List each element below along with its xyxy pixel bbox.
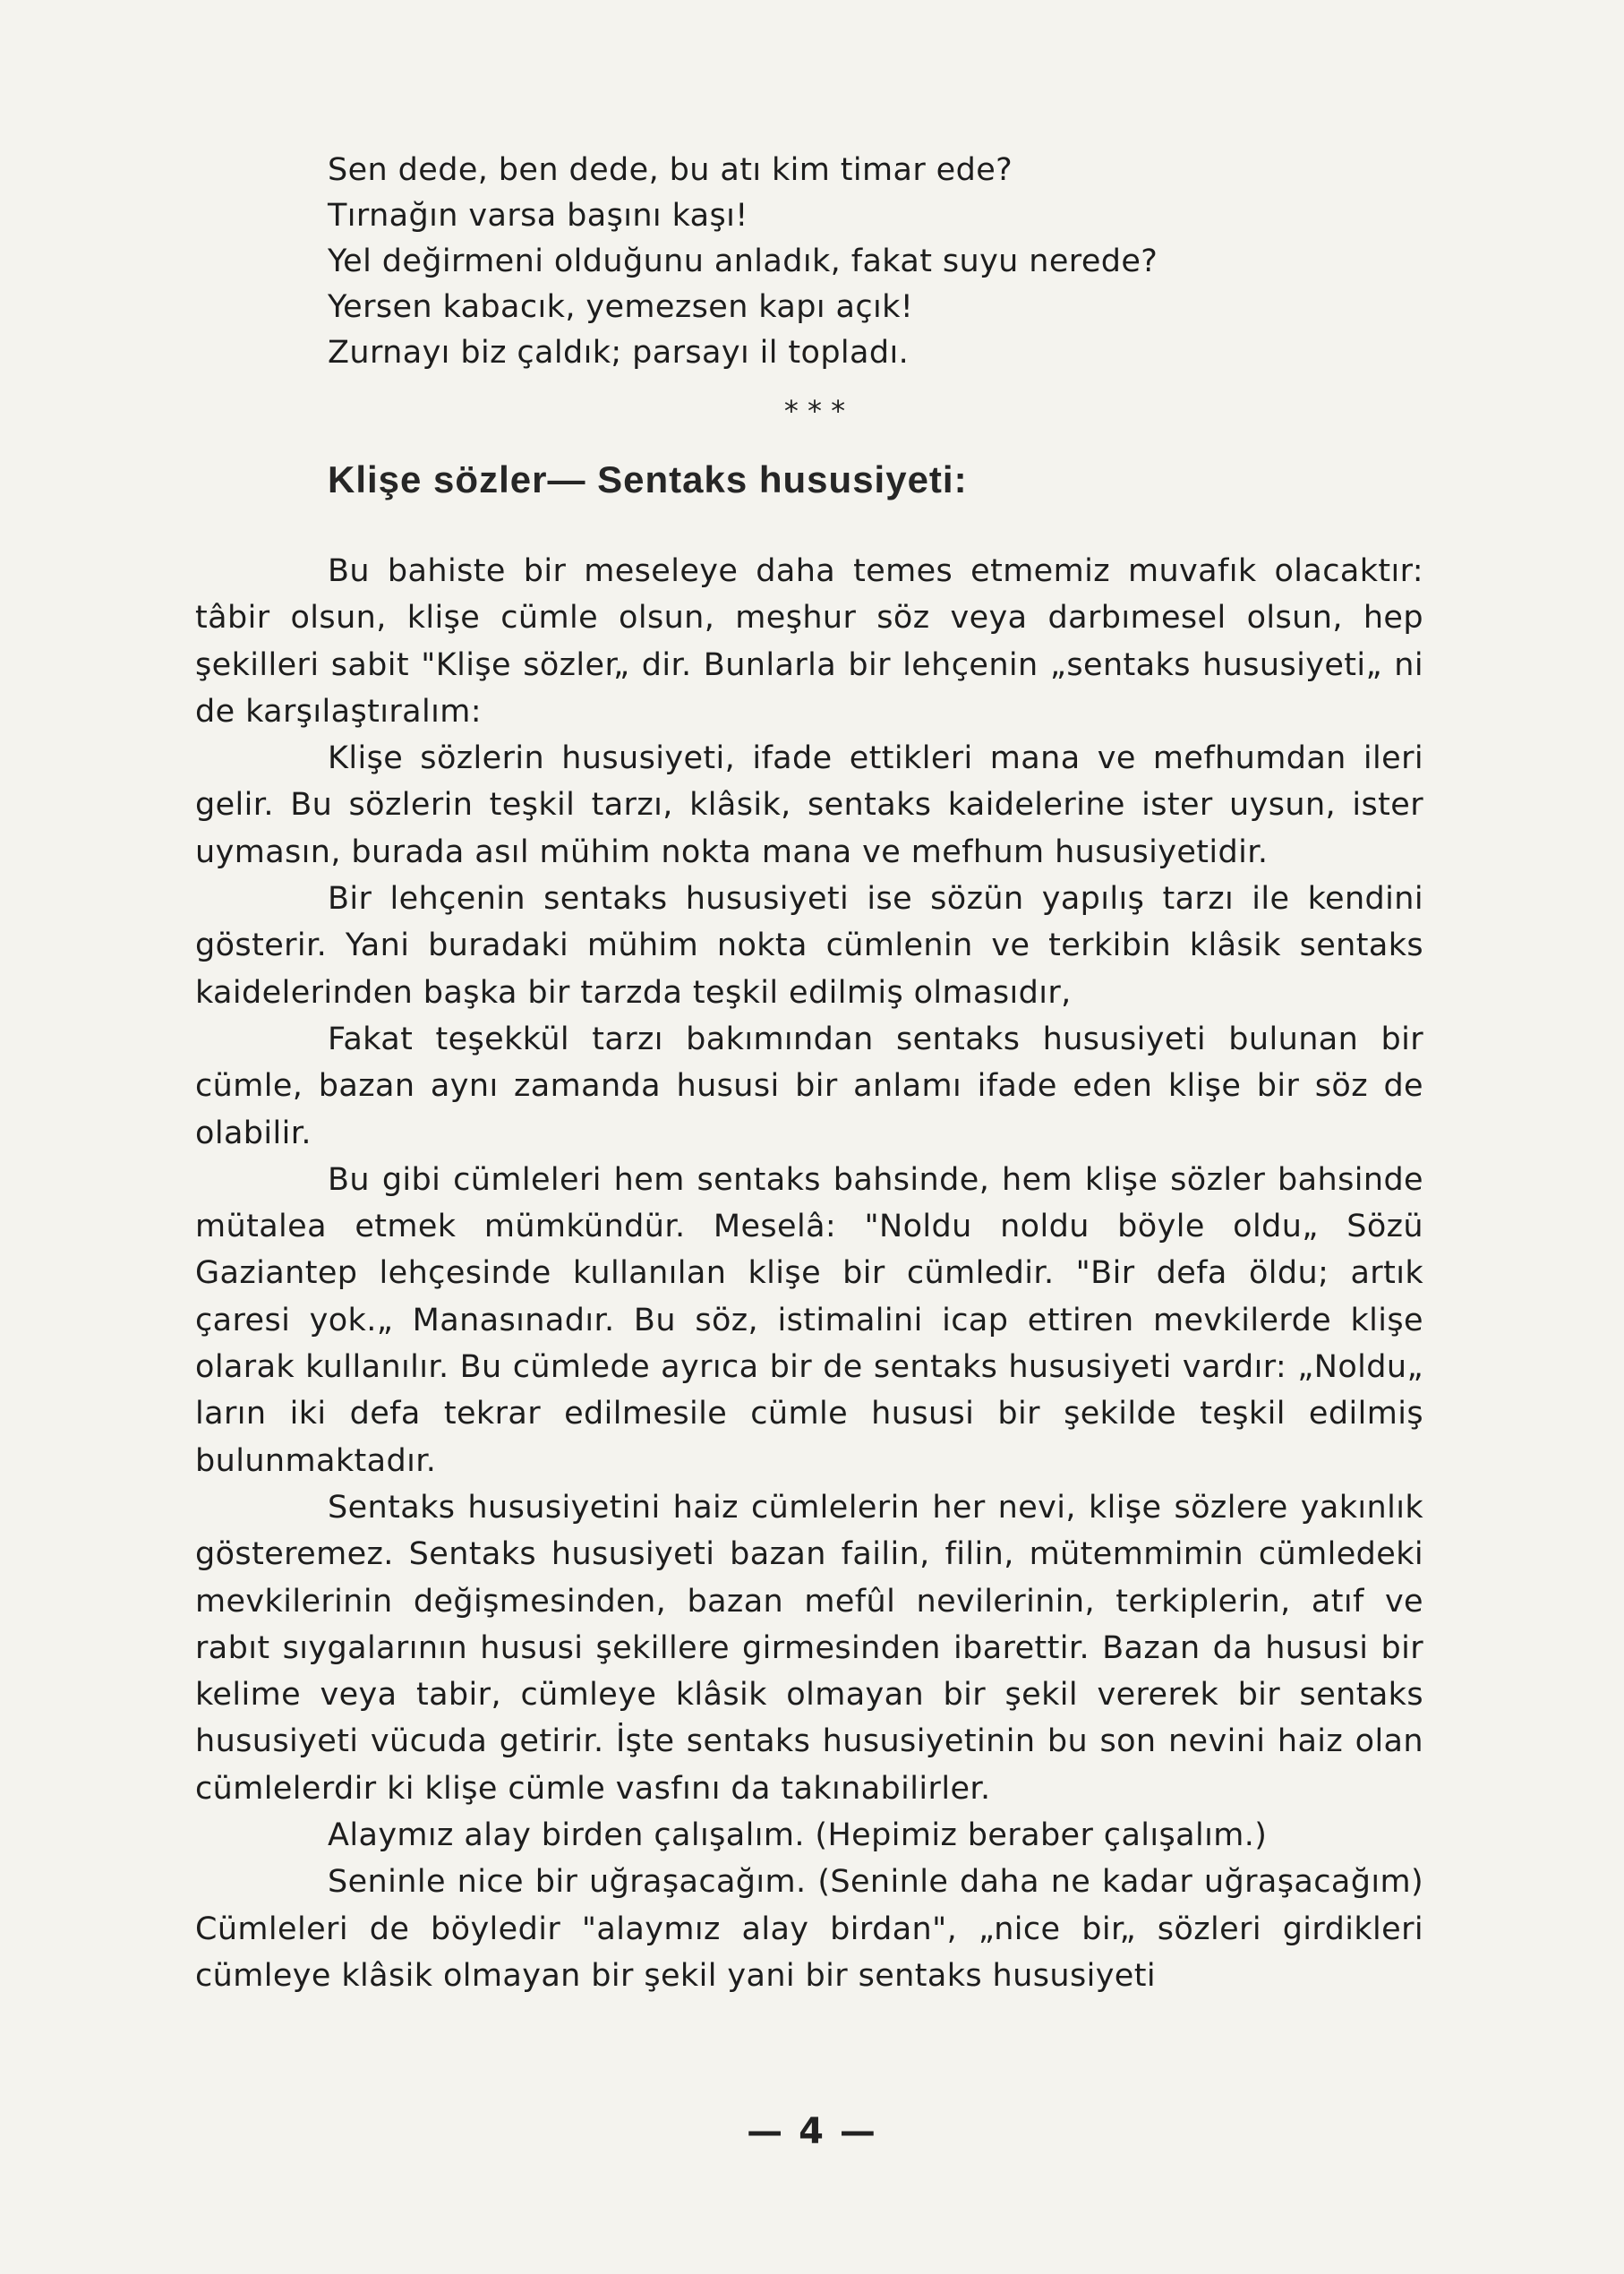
paragraph: Bu bahiste bir meseleye daha temes etmemiz muvafık olacaktır: tâbir olsun, klişe cümle olsun, meşhur söz veya darbımesel olsun, hep şekilleri sabit "Klişe sözler„ dir. Bunlarla bir lehçenin „sentaks hususiyeti„ ni de karşılaştıralım:	[195, 553, 1423, 730]
proverb-line: Yel değirmeni olduğunu anladık, fakat suyu nerede?	[328, 244, 1158, 279]
body-text	[195, 548, 1423, 1999]
paragraph: Bu gibi cümleleri hem sentaks bahsinde, hem klişe sözler bahsinde mütalea etmek mümkündür. Meselâ: "Noldu noldu böyle oldu„ Sözü Gaziantep lehçesinde kullanılan klişe bir cümledir. "Bir defa öldu; artık çaresi yok.„ Manasınadır. Bu söz, istimalini icap ettiren mevkilerde klişe olarak kullanılır. Bu cümlede ayrıca bir de sentaks hususiyeti vardır: „Noldu„ ların iki defa tekrar edilmesile cümle hususi bir şekilde teşkil edilmiş bulunmaktadır.	[195, 1161, 1423, 1479]
proverb-line: Yersen kabacık, yemezsen kapı açık!	[328, 289, 914, 325]
section-heading: Klişe sözler— Sentaks hususiyeti:	[328, 458, 968, 500]
proverb-line: Sen dede, ben dede, bu atı kim timar ede?	[328, 152, 1013, 188]
paragraph: Alaymız alay birden çalışalım. (Hepimiz beraber çalışalım.)	[328, 1817, 1268, 1854]
proverb-list	[195, 148, 1423, 376]
paragraph: Sentaks hususiyetini haiz cümlelerin her nevi, klişe sözlere yakınlık gösteremez. Sentaks hususiyeti bazan failin, filin, mütemmimin cümledeki mevkilerinin değişmesinden, bazan mefûl nevilerinin, terkiplerin, atıf ve rabıt sıygalarının hususi şekillere girmesinden ibarettir. Bazan da hususi bir kelime veya tabir, cümleye klâsik olmayan bir şekil vererek bir sentaks hususiyeti vücuda getirir. İşte sentaks hususiyetinin bu son nevini haiz olan cümlelerdir ki klişe cümle vasfını da takınabilirler.	[195, 1489, 1423, 1807]
paragraph: Seninle nice bir uğraşacağım. (Seninle daha ne kadar uğraşacağım) Cümleleri de böyledir "alaymız alay birdan", „nice bir„ sözleri girdikleri cümleye klâsik olmayan bir şekil yani bir sentaks hususiyeti	[195, 1864, 1423, 1994]
section-separator: * * *	[783, 394, 846, 428]
paragraph: Bir lehçenin sentaks hususiyeti ise sözün yapılış tarzı ile kendini gösterir. Yani buradaki mühim nokta cümlenin ve terkibin klâsik sentaks kaidelerinden başka bir tarzda teşkil edilmiş olmasıdır,	[195, 881, 1423, 1011]
page-number: — 4 —	[747, 2111, 877, 2152]
paragraph: Fakat teşekkül tarzı bakımından sentaks hususiyeti bulunan bir cümle, bazan aynı zamanda hususi bir anlamı ifade eden klişe bir söz de olabilir.	[195, 1021, 1423, 1151]
proverb-line: Tırnağın varsa başını kaşı!	[328, 198, 748, 234]
paragraph: Klişe sözlerin hususiyeti, ifade ettikleri mana ve mefhumdan ileri gelir. Bu sözlerin teşkil tarzı, klâsik, sentaks kaidelerine ister uysun, ister uymasın, burada asıl mühim nokta mana ve mefhum hususiyetidir.	[195, 740, 1423, 870]
proverb-line: Zurnayı biz çaldık; parsayı il topladı.	[328, 335, 910, 371]
